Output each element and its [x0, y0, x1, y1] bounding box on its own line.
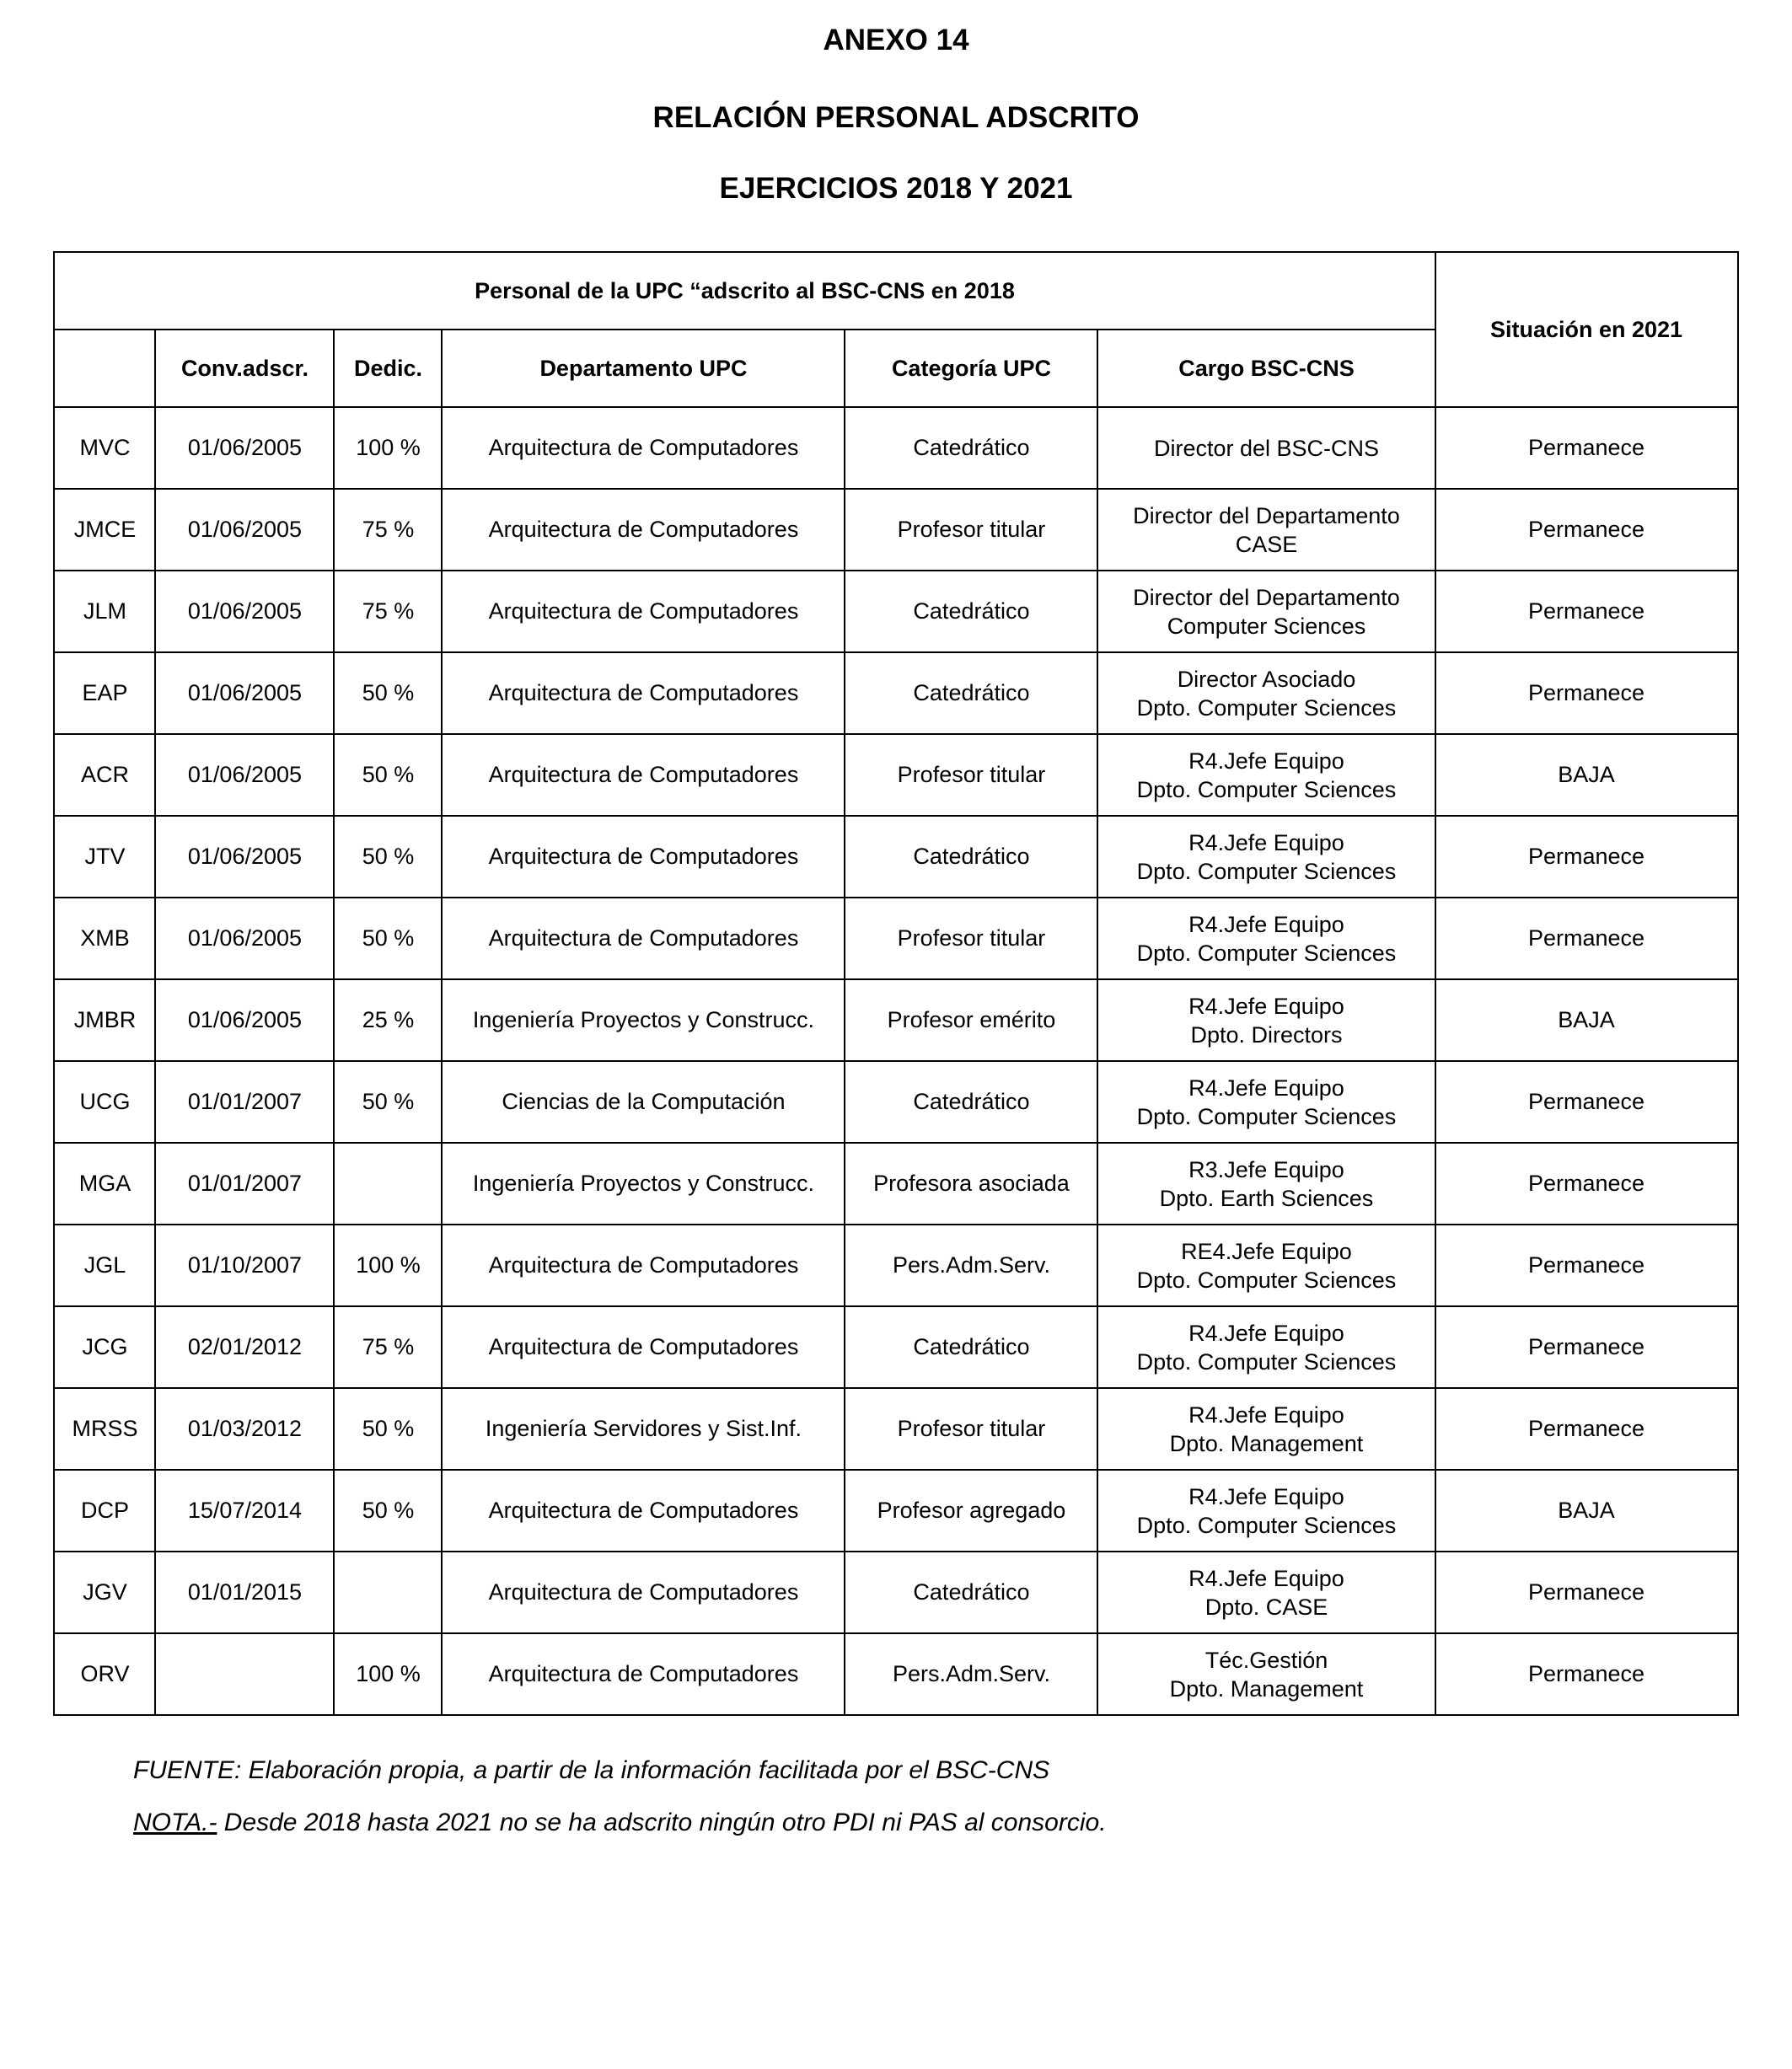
table-cell-conv: 01/06/2005: [155, 734, 334, 816]
table-cell-situacion: Permanece: [1435, 652, 1738, 734]
cargo-line: Dpto. Management: [1169, 1675, 1364, 1702]
fuente-note: FUENTE: Elaboración propia, a partir de la información facilitada por el BSC-CNS: [133, 1756, 1050, 1784]
table-cell-categoria: Catedrático: [845, 1552, 1097, 1633]
table-cell-depto: Arquitectura de Computadores: [442, 734, 845, 816]
table-cell-cargo: [1097, 1633, 1435, 1715]
column-header-cargo: Cargo BSC-CNS: [1097, 330, 1435, 407]
table-cell-dedic: 50 %: [334, 1470, 442, 1552]
table-cell-dedic: [334, 1143, 442, 1225]
cargo-line: R4.Jefe Equipo: [1188, 1402, 1344, 1428]
cargo-line: Director Asociado: [1177, 666, 1356, 692]
table-row: [54, 816, 1737, 898]
table-cell-dedic: 75 %: [334, 1306, 442, 1388]
table-cell-code: JMCE: [54, 489, 155, 571]
table-row: [54, 1225, 1737, 1306]
table-row: [54, 1388, 1737, 1470]
table-row: [54, 652, 1737, 734]
table-cell-cargo: [1097, 1061, 1435, 1143]
page-title: ANEXO 14: [823, 24, 969, 56]
cargo-line: Director del Departamento: [1133, 502, 1400, 528]
page-subtitle: RELACIÓN PERSONAL ADSCRITO: [652, 101, 1140, 134]
personnel-table: [53, 251, 1738, 1716]
table-cell-code: ORV: [54, 1633, 155, 1715]
table-cell-situacion: Permanece: [1435, 571, 1738, 652]
table-cell-conv: 02/01/2012: [155, 1306, 334, 1388]
table-cell-situacion: Permanece: [1435, 1388, 1738, 1470]
cargo-line: Dpto. Computer Sciences: [1136, 1348, 1397, 1375]
table-cell-situacion: Permanece: [1435, 1633, 1738, 1715]
table-body: [54, 407, 1737, 1715]
table-cell-cargo: [1097, 407, 1435, 489]
table-cell-dedic: 75 %: [334, 489, 442, 571]
cargo-line: R4.Jefe Equipo: [1188, 911, 1344, 937]
table-cell-cargo: [1097, 1470, 1435, 1552]
cargo-line: Dpto. CASE: [1205, 1594, 1328, 1620]
table-cell-code: MVC: [54, 407, 155, 489]
cargo-line: Dpto. Computer Sciences: [1136, 1267, 1397, 1293]
table-group-header-row: [54, 252, 1737, 330]
table-cell-depto: Arquitectura de Computadores: [442, 1306, 845, 1388]
table-cell-depto: Ingeniería Proyectos y Construcc.: [442, 979, 845, 1061]
table-cell-categoria: Profesora asociada: [845, 1143, 1097, 1225]
table-row: [54, 571, 1737, 652]
table-cell-situacion: Permanece: [1435, 1306, 1738, 1388]
table-cell-cargo: [1097, 1552, 1435, 1633]
cargo-line: RE4.Jefe Equipo: [1181, 1238, 1352, 1264]
table-cell-conv: 15/07/2014: [155, 1470, 334, 1552]
table-cell-conv: 01/06/2005: [155, 652, 334, 734]
table-cell-categoria: Pers.Adm.Serv.: [845, 1225, 1097, 1306]
table-cell-code: MGA: [54, 1143, 155, 1225]
table-cell-categoria: Catedrático: [845, 1061, 1097, 1143]
cargo-line: Computer Sciences: [1167, 613, 1366, 639]
table-row: [54, 1470, 1737, 1552]
table-cell-dedic: 100 %: [334, 407, 442, 489]
table-cell-depto: Arquitectura de Computadores: [442, 571, 845, 652]
table-row: [54, 1143, 1737, 1225]
cargo-line: Dpto. Computer Sciences: [1136, 940, 1397, 966]
table-cell-dedic: 50 %: [334, 1061, 442, 1143]
table-cell-categoria: Catedrático: [845, 652, 1097, 734]
table-cell-conv: 01/06/2005: [155, 816, 334, 898]
table-cell-dedic: 75 %: [334, 571, 442, 652]
table-cell-dedic: [334, 1552, 442, 1633]
table-cell-cargo: [1097, 1306, 1435, 1388]
table-cell-categoria: Catedrático: [845, 407, 1097, 489]
table-cell-cargo: [1097, 734, 1435, 816]
table-cell-situacion: Permanece: [1435, 1225, 1738, 1306]
table-cell-cargo: [1097, 489, 1435, 571]
table-cell-depto: Arquitectura de Computadores: [442, 1225, 845, 1306]
table-cell-cargo: [1097, 979, 1435, 1061]
table-cell-depto: Arquitectura de Computadores: [442, 1552, 845, 1633]
table-cell-situacion: BAJA: [1435, 979, 1738, 1061]
table-cell-categoria: Profesor emérito: [845, 979, 1097, 1061]
table-header: [54, 252, 1737, 407]
table-cell-dedic: 50 %: [334, 734, 442, 816]
cargo-line: Director del BSC-CNS: [1153, 435, 1380, 461]
cargo-line: R4.Jefe Equipo: [1188, 1075, 1344, 1101]
cargo-line: Dpto. Computer Sciences: [1136, 858, 1397, 884]
table-cell-situacion: Permanece: [1435, 1061, 1738, 1143]
table-cell-categoria: Pers.Adm.Serv.: [845, 1633, 1097, 1715]
table-cell-conv: 01/01/2015: [155, 1552, 334, 1633]
cargo-line: R4.Jefe Equipo: [1188, 993, 1344, 1019]
table-cell-conv: [155, 1633, 334, 1715]
cargo-line: R4.Jefe Equipo: [1188, 1483, 1344, 1509]
cargo-line: Dpto. Management: [1169, 1430, 1364, 1456]
table-cell-situacion: BAJA: [1435, 734, 1738, 816]
cargo-line: R4.Jefe Equipo: [1188, 1565, 1344, 1591]
table-cell-situacion: Permanece: [1435, 489, 1738, 571]
nota-text: Desde 2018 hasta 2021 no se ha adscrito ningún otro PDI ni PAS al consorcio.: [217, 1809, 1107, 1836]
table-row: [54, 1306, 1737, 1388]
table-cell-code: XMB: [54, 898, 155, 979]
nota-label: NOTA.-: [133, 1809, 217, 1836]
table-cell-depto: Arquitectura de Computadores: [442, 489, 845, 571]
table-row: [54, 898, 1737, 979]
table-cell-dedic: 25 %: [334, 979, 442, 1061]
table-cell-conv: 01/01/2007: [155, 1061, 334, 1143]
table-cell-cargo: [1097, 1143, 1435, 1225]
table-cell-code: ACR: [54, 734, 155, 816]
page-subtitle-years: EJERCICIOS 2018 Y 2021: [719, 172, 1073, 205]
cargo-line: Director del Departamento: [1133, 584, 1400, 610]
table-cell-conv: 01/03/2012: [155, 1388, 334, 1470]
table-cell-conv: 01/06/2005: [155, 571, 334, 652]
table-cell-categoria: Profesor titular: [845, 1388, 1097, 1470]
table-cell-dedic: 50 %: [334, 816, 442, 898]
table-cell-cargo: [1097, 1225, 1435, 1306]
table-cell-code: JGV: [54, 1552, 155, 1633]
cargo-line: Dpto. Directors: [1190, 1021, 1343, 1048]
table-cell-depto: Arquitectura de Computadores: [442, 1633, 845, 1715]
table-cell-code: JMBR: [54, 979, 155, 1061]
cargo-line: Dpto. Computer Sciences: [1136, 694, 1397, 721]
table-cell-categoria: Profesor agregado: [845, 1470, 1097, 1552]
table-cell-dedic: 100 %: [334, 1225, 442, 1306]
table-cell-cargo: [1097, 1388, 1435, 1470]
table-cell-depto: Arquitectura de Computadores: [442, 1470, 845, 1552]
column-header-situacion: Situación en 2021: [1435, 252, 1738, 407]
column-header-dedic: Dedic.: [334, 330, 442, 407]
table-cell-depto: Ingeniería Proyectos y Construcc.: [442, 1143, 845, 1225]
column-header-categoria: Categoría UPC: [845, 330, 1097, 407]
table-row: [54, 1552, 1737, 1633]
footer-notes: [133, 1756, 1792, 1837]
table-cell-depto: Arquitectura de Computadores: [442, 898, 845, 979]
table-row: [54, 1633, 1737, 1715]
table-row: [54, 979, 1737, 1061]
table-cell-categoria: Catedrático: [845, 1306, 1097, 1388]
table-cell-code: JTV: [54, 816, 155, 898]
table-cell-categoria: Catedrático: [845, 816, 1097, 898]
table-cell-depto: Arquitectura de Computadores: [442, 407, 845, 489]
table-cell-cargo: [1097, 816, 1435, 898]
table-cell-dedic: 50 %: [334, 898, 442, 979]
cargo-line: R4.Jefe Equipo: [1188, 1320, 1344, 1346]
table-cell-dedic: 50 %: [334, 1388, 442, 1470]
cargo-line: R4.Jefe Equipo: [1188, 829, 1344, 855]
table-row: [54, 1061, 1737, 1143]
table-cell-situacion: Permanece: [1435, 898, 1738, 979]
cargo-line: Dpto. Computer Sciences: [1136, 1512, 1397, 1538]
table-cell-dedic: 100 %: [334, 1633, 442, 1715]
cargo-line: Dpto. Earth Sciences: [1159, 1185, 1374, 1211]
cargo-line: R3.Jefe Equipo: [1188, 1156, 1344, 1182]
cargo-line: Dpto. Computer Sciences: [1136, 1103, 1397, 1129]
table-cell-conv: 01/06/2005: [155, 979, 334, 1061]
column-header-departamento: Departamento UPC: [442, 330, 845, 407]
table-cell-conv: 01/01/2007: [155, 1143, 334, 1225]
table-cell-dedic: 50 %: [334, 652, 442, 734]
table-cell-conv: 01/10/2007: [155, 1225, 334, 1306]
table-cell-code: JCG: [54, 1306, 155, 1388]
cargo-line: R4.Jefe Equipo: [1188, 748, 1344, 774]
column-header-conv: Conv.adscr.: [155, 330, 334, 407]
table-cell-code: UCG: [54, 1061, 155, 1143]
table-cell-depto: Arquitectura de Computadores: [442, 816, 845, 898]
table-cell-code: JLM: [54, 571, 155, 652]
table-cell-situacion: Permanece: [1435, 1143, 1738, 1225]
table-cell-depto: Ciencias de la Computación: [442, 1061, 845, 1143]
table-row: [54, 489, 1737, 571]
table-cell-cargo: [1097, 652, 1435, 734]
table-cell-situacion: Permanece: [1435, 407, 1738, 489]
table-cell-conv: 01/06/2005: [155, 489, 334, 571]
table-cell-code: DCP: [54, 1470, 155, 1552]
table-cell-cargo: [1097, 571, 1435, 652]
table-cell-code: EAP: [54, 652, 155, 734]
table-cell-depto: Ingeniería Servidores y Sist.Inf.: [442, 1388, 845, 1470]
table-row: [54, 407, 1737, 489]
table-cell-categoria: Catedrático: [845, 571, 1097, 652]
table-cell-code: MRSS: [54, 1388, 155, 1470]
column-header-code: [54, 330, 155, 407]
table-cell-categoria: Profesor titular: [845, 489, 1097, 571]
table-row: [54, 734, 1737, 816]
table-cell-categoria: Profesor titular: [845, 734, 1097, 816]
table-cell-conv: 01/06/2005: [155, 407, 334, 489]
table-cell-conv: 01/06/2005: [155, 898, 334, 979]
table-cell-depto: Arquitectura de Computadores: [442, 652, 845, 734]
table-cell-situacion: BAJA: [1435, 1470, 1738, 1552]
table-cell-situacion: Permanece: [1435, 1552, 1738, 1633]
table-cell-cargo: [1097, 898, 1435, 979]
nota-note: [133, 1809, 1792, 1837]
table-group-header: Personal de la UPC “adscrito al BSC-CNS en 2018: [54, 252, 1435, 330]
cargo-line: CASE: [1235, 531, 1298, 557]
table-cell-code: JGL: [54, 1225, 155, 1306]
table-cell-situacion: Permanece: [1435, 816, 1738, 898]
cargo-line: Téc.Gestión: [1205, 1647, 1328, 1673]
cargo-line: Dpto. Computer Sciences: [1136, 776, 1397, 802]
table-cell-categoria: Profesor titular: [845, 898, 1097, 979]
